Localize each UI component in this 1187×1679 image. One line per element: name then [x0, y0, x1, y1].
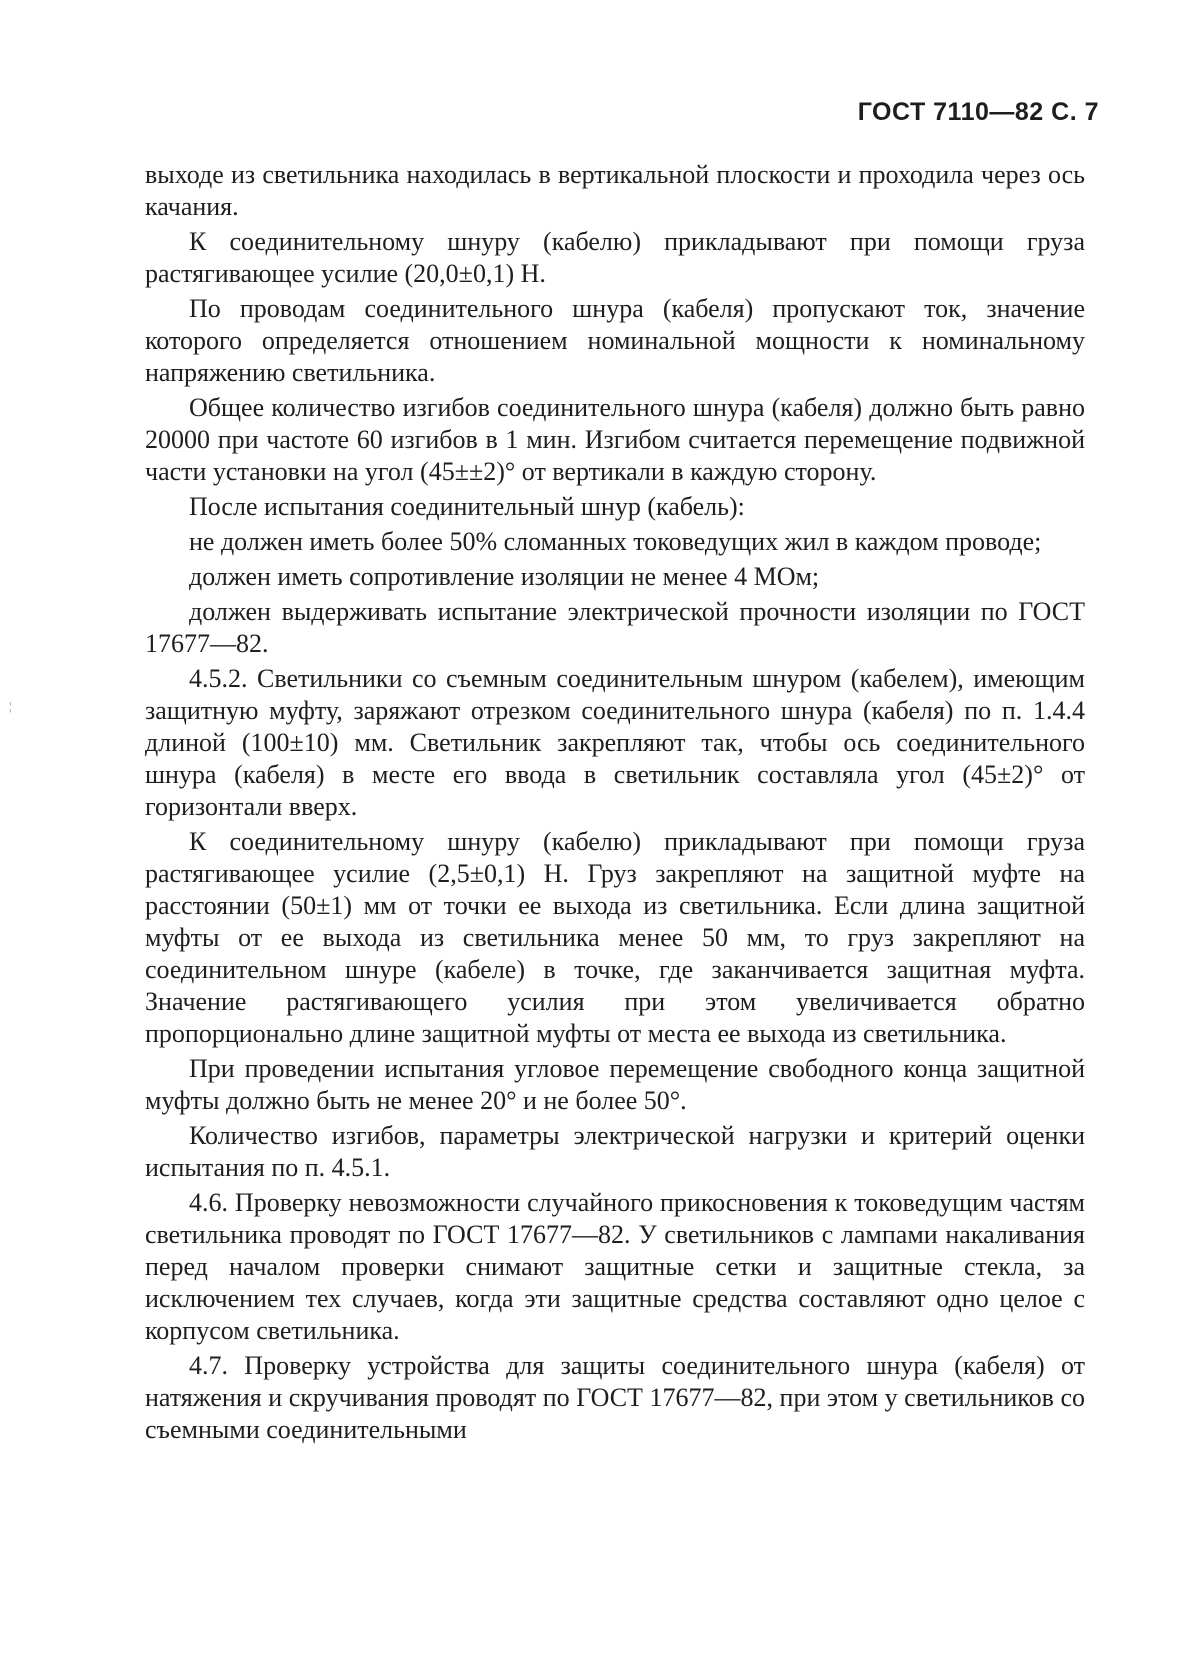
section-4-6: 4.6. Проверку невозможности случайного прикосновения к токоведущим частям светильника проводят по ГОСТ 17677—82. У светильников с лампами накаливания перед началом проверки снимают защитные сетки и защитные стекла, за исключением тех случаев, когда эти защитные средства составляют одно целое с корпусом светильника. — [145, 1188, 1085, 1345]
section-4-5-2: 4.5.2. Светильники со съемным соединительным шнуром (кабелем), имеющим защитную муфту, заряжают отрезком соединительного шнура (кабеля) по п. 1.4.4 длиной (100±10) мм. Светильник закрепляют так, чтобы ось соединительного шнура (кабеля) в месте его ввода в светильник составляла угол (45±2)° от горизонтали вверх. — [145, 664, 1085, 821]
paragraph: К соединительному шнуру (кабелю) прикладывают при помощи груза растягивающее усилие (2,5±0,1) Н. Груз закрепляют на защитной муфте на расстоянии (50±1) мм от точки ее выхода из светильника. Если длина защитной муфты от ее выхода из светильника менее 50 мм, то груз закрепляют на соединительном шнуре (кабеле) в точке, где заканчивается защитная муфта. Значение растягивающего усилия при этом увеличивается обратно пропорционально длине защитной муфты от места ее выхода из светильника. — [145, 827, 1085, 1048]
paragraph: Общее количество изгибов соединительного шнура (кабеля) должно быть равно 20000 при частоте 60 изгибов в 1 мин. Изгибом считается перемещение подвижной части установки на угол (45±±2)° от вертикали в каждую сторону. — [145, 393, 1085, 486]
paragraph: При проведении испытания угловое перемещение свободного конца защитной муфты должно быть не менее 20° и не более 50°. — [145, 1054, 1085, 1115]
document-body — [145, 159, 1085, 1449]
page-header: ГОСТ 7110—82 С. 7 — [857, 98, 1099, 126]
paragraph: выходе из светильника находилась в вертикальной плоскости и проходила через ось качания. — [145, 160, 1085, 221]
section-4-7: 4.7. Проверку устройства для защиты соединительного шнура (кабеля) от натяжения и скручивания проводят по ГОСТ 17677—82, при этом у светильников со съемными соединительными — [145, 1351, 1085, 1444]
paragraph: По проводам соединительного шнура (кабеля) пропускают ток, значение которого определяется отношением номинальной мощности к номинальному напряжению светильника. — [145, 294, 1085, 387]
margin-mark: ¦ — [9, 699, 12, 713]
paragraph: К соединительному шнуру (кабелю) прикладывают при помощи груза растягивающее усилие (20,0±0,1) Н. — [145, 227, 1085, 288]
paragraph: Количество изгибов, параметры электрической нагрузки и критерий оценки испытания по п. 4.5.1. — [145, 1121, 1085, 1182]
paragraph: После испытания соединительный шнур (кабель): — [189, 492, 745, 521]
paragraph: должен иметь сопротивление изоляции не менее 4 МОм; — [189, 562, 820, 591]
paragraph: не должен иметь более 50% сломанных токоведущих жил в каждом проводе; — [189, 527, 1042, 556]
paragraph: должен выдерживать испытание электрической прочности изоляции по ГОСТ 17677—82. — [145, 597, 1085, 658]
